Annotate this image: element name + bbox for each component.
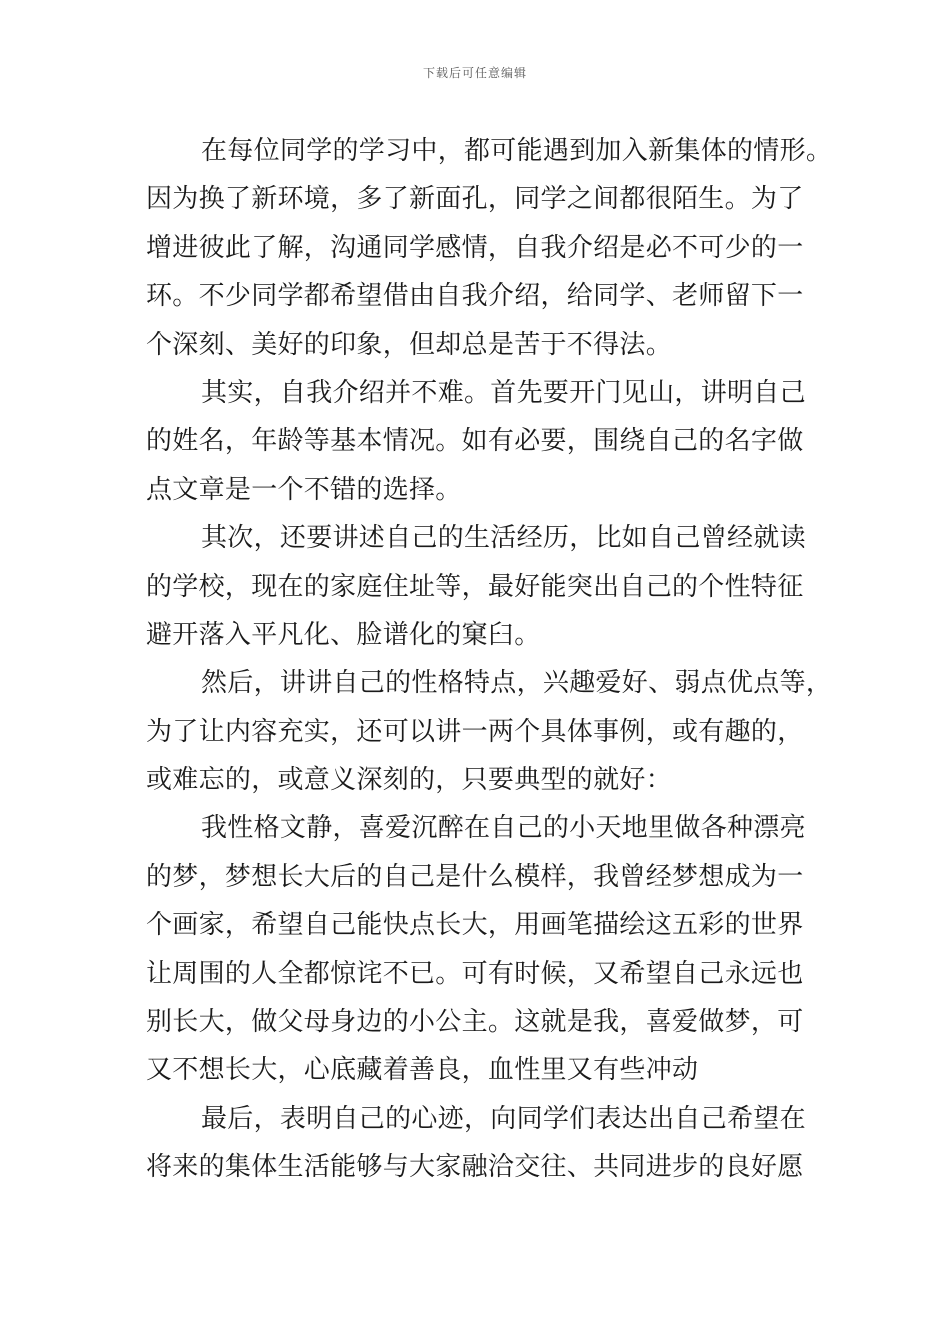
text-line: 的学校，现在的家庭住址等，最好能突出自己的个性特征	[146, 571, 804, 602]
text-line: 又不想长大，心底藏着善良，血性里又有些冲动	[146, 1055, 699, 1086]
text-line: 增进彼此了解，沟通同学感情，自我介绍是必不可少的一	[146, 232, 804, 263]
text-line: 其实，自我介绍并不难。首先要开门见山，讲明自己	[201, 377, 806, 408]
text-line: 或难忘的，或意义深刻的，只要典型的就好：	[146, 765, 673, 796]
text-line: 将来的集体生活能够与大家融洽交往、共同进步的良好愿	[146, 1152, 804, 1183]
text-line: 点文章是一个不错的选择。	[146, 474, 462, 505]
text-line: 个画家，希望自己能快点长大，用画笔描绘这五彩的世界	[146, 910, 804, 941]
body-text	[146, 127, 833, 1192]
text-line: 在每位同学的学习中，都可能遇到加入新集体的情形。	[201, 136, 833, 166]
text-line: 因为换了新环境，多了新面孔，同学之间都很陌生。为了	[146, 184, 804, 215]
text-line: 环。不少同学都希望借由自我介绍，给同学、老师留下一	[146, 281, 804, 312]
text-line: 为了让内容充实，还可以讲一两个具体事例，或有趣的，	[146, 716, 804, 747]
text-line: 的姓名，年龄等基本情况。如有必要，围绕自己的名字做	[146, 426, 804, 457]
text-line: 我性格文静，喜爱沉醉在自己的小天地里做各种漂亮	[201, 813, 806, 844]
text-line: 的梦，梦想长大后的自己是什么模样，我曾经梦想成为一	[146, 861, 804, 892]
text-line: 其次，还要讲述自己的生活经历，比如自己曾经就读	[201, 523, 806, 554]
text-line: 最后，表明自己的心迹，向同学们表达出自己希望在	[201, 1103, 806, 1134]
text-line: 别长大，做父母身边的小公主。这就是我，喜爱做梦，可	[146, 1007, 804, 1038]
text-line: 然后，讲讲自己的性格特点，兴趣爱好、弱点优点等，	[201, 668, 833, 699]
text-line: 个深刻、美好的印象，但却总是苦于不得法。	[146, 329, 673, 360]
header-note: 下载后可任意编辑	[422, 66, 527, 80]
text-line: 让周围的人全都惊诧不已。可有时候，又希望自己永远也	[146, 958, 804, 989]
text-line: 避开落入平凡化、脸谱化的窠臼。	[146, 619, 541, 650]
